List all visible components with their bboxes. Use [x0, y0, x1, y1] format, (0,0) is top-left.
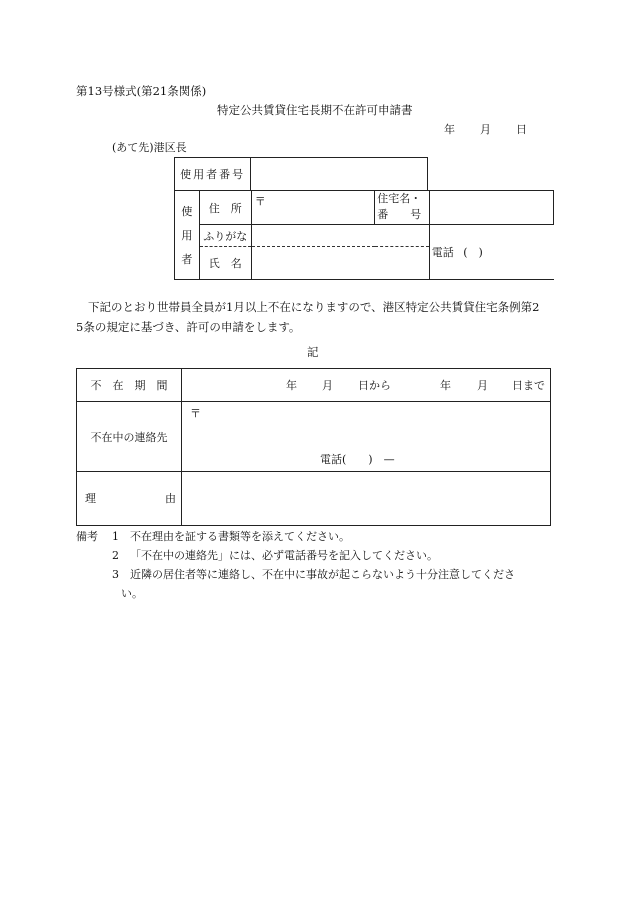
furigana-label: ふりがな [199, 225, 251, 247]
form-title: 特定公共賃貸住宅長期不在許可申請書 [217, 103, 413, 117]
note-3-continuation: い。 [121, 587, 143, 600]
to-month: 月 [477, 379, 488, 392]
furigana-field[interactable] [251, 225, 429, 247]
addressee: (あて先)港区長 [112, 141, 187, 154]
phone-label: 電話 [431, 246, 454, 259]
user-vertical-char-3: 者 [181, 253, 193, 266]
reason-field[interactable] [182, 472, 551, 526]
from-day: 日から [358, 379, 391, 392]
to-year: 年 [440, 379, 451, 392]
period-label: 不 在 期 間 [77, 369, 182, 402]
absence-table [76, 368, 551, 526]
from-month: 月 [322, 379, 333, 392]
date-year-label: 年 [444, 123, 455, 136]
note-1-num: 1 [112, 530, 119, 543]
reason-label-1: 理 [85, 492, 96, 505]
note-3-num: 3 [112, 568, 119, 581]
note-2-num: 2 [112, 549, 119, 562]
note-1-text: 不在理由を証する書類等を添えてください。 [130, 530, 350, 543]
phone-parens: ( ) [463, 246, 483, 259]
housing-label-line1: 住宅名・ [377, 192, 422, 205]
to-day: 日まで [512, 379, 545, 392]
user-vertical-label [175, 191, 200, 280]
postal-mark: 〒 [254, 195, 266, 208]
housing-label [375, 191, 429, 225]
housing-label-line2: 番 号 [377, 208, 422, 221]
date-day-label: 日 [516, 123, 527, 136]
name-label: 氏 名 [199, 247, 251, 280]
contact-label: 不在中の連絡先 [77, 402, 182, 472]
form-number: 第13号様式(第21条関係) [76, 84, 207, 98]
note-2-text: 「不在中の連絡先」には、必ず電話番号を記入してください。 [130, 549, 438, 562]
reason-label-2: 由 [165, 492, 176, 505]
date-month-label: 月 [480, 123, 491, 136]
user-number-label: 使用者番号 [175, 158, 251, 191]
contact-postal-mark: 〒 [190, 407, 201, 420]
phone-label-cell [429, 225, 553, 280]
user-info-table [174, 190, 554, 280]
housing-field[interactable] [429, 191, 553, 225]
user-vertical-char-1: 使 [181, 205, 193, 218]
notes-heading: 備考 [76, 530, 98, 543]
period-field[interactable] [182, 369, 551, 402]
user-vertical-char-2: 用 [181, 229, 193, 242]
note-3-text: 近隣の居住者等に連絡し、不在中に事故が起こらないよう十分注意してくださ [130, 568, 515, 581]
user-number-table [174, 157, 428, 191]
reason-label [77, 472, 182, 526]
address-label: 住 所 [199, 191, 251, 225]
ki-heading: 記 [307, 345, 319, 359]
paragraph-line-2: 5条の規定に基づき、許可の申請をします。 [76, 320, 301, 334]
address-field[interactable] [251, 191, 374, 225]
name-field[interactable] [251, 247, 429, 280]
contact-field[interactable] [182, 402, 551, 472]
paragraph-line-1: 下記のとおり世帯員全員が1月以上不在になりますので、港区特定公共賃貸住宅条例第2 [88, 300, 540, 314]
user-number-field[interactable] [251, 158, 428, 191]
from-year: 年 [286, 379, 297, 392]
contact-phone: 電話( ) — [320, 453, 395, 466]
